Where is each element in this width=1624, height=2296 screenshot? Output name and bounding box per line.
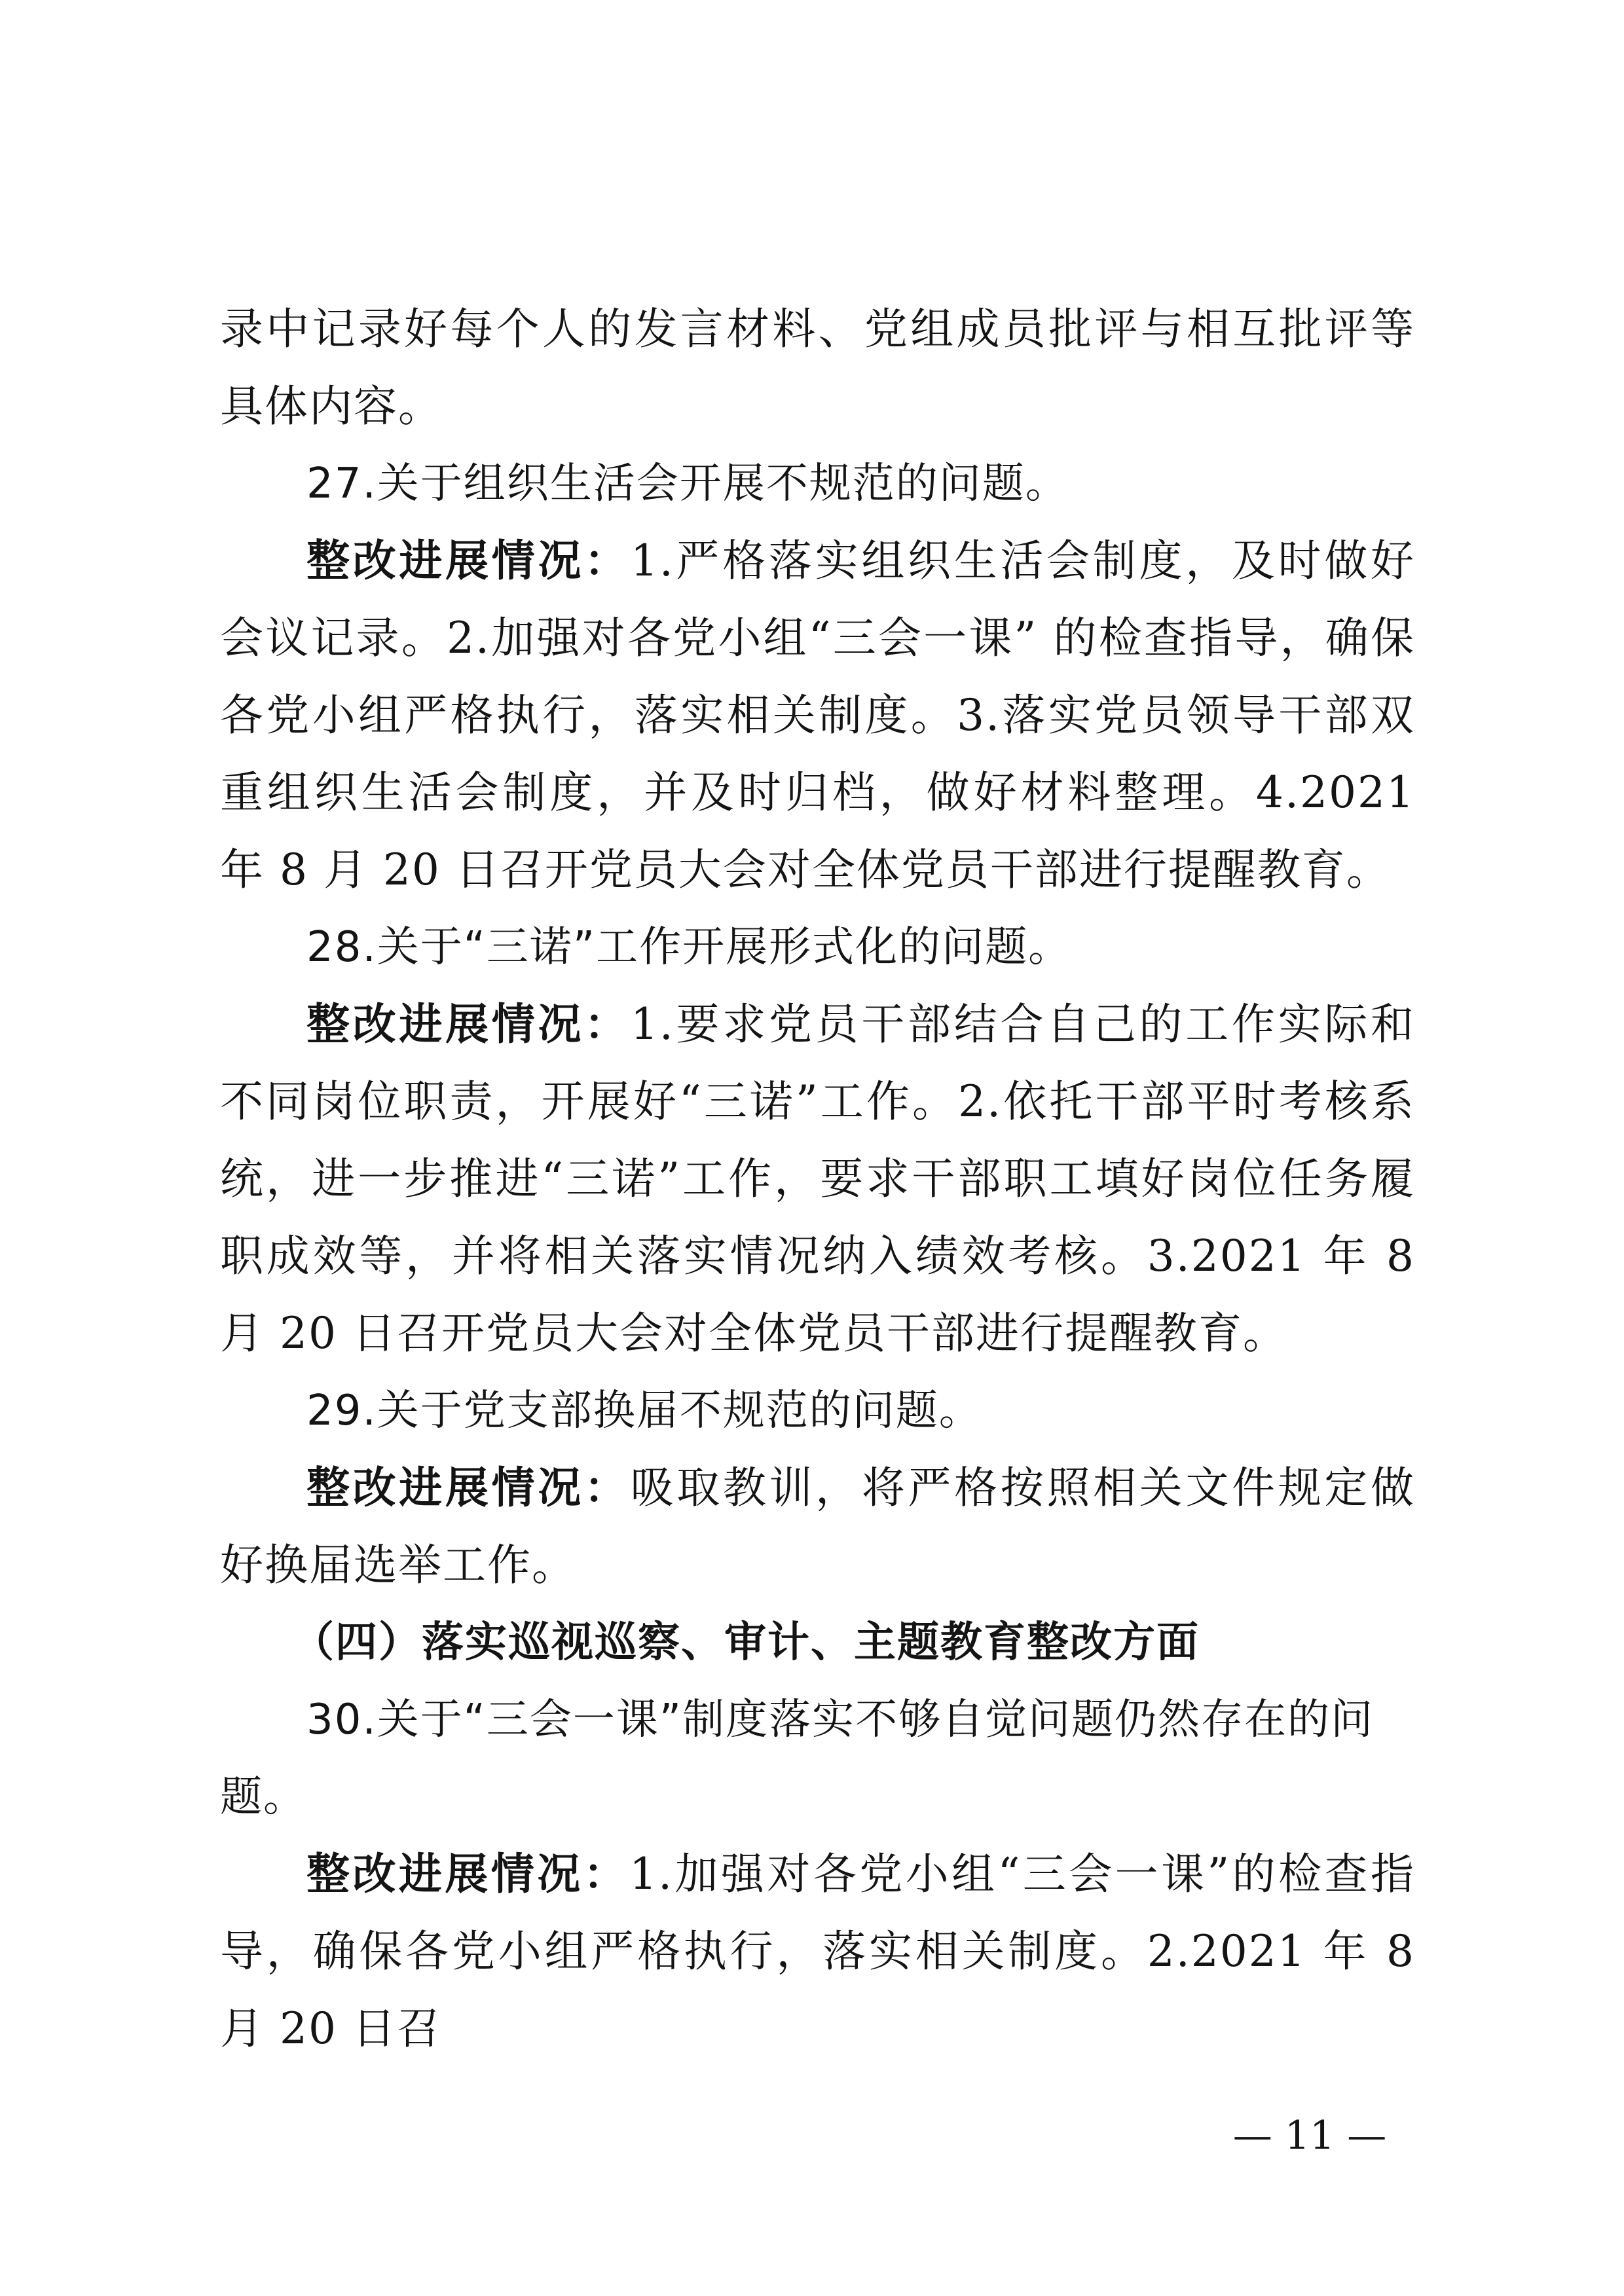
item-30-title: 30.关于“三会一课”制度落实不够自觉问题仍然存在的问题。: [220, 1696, 1375, 1821]
continuation-paragraph: 录中记录好每个人的发言材料、党组成员批评与相互批评等具体内容。: [220, 304, 1415, 431]
progress-label: 整改进展情况：: [306, 536, 631, 586]
item-28-progress: [220, 986, 1415, 1372]
item-27-title: 27.关于组织生活会开展不规范的问题。: [306, 460, 1069, 508]
item-29-title: 29.关于党支部换届不规范的问题。: [306, 1387, 982, 1435]
document-body: [220, 291, 1415, 2068]
progress-text: 1.要求党员干部结合自己的工作实际和不同岗位职责，开展好“三诺”工作。2.依托干部平时考核系统，进一步推进“三诺”工作，要求干部职工填好岗位任务履职成效等，并将相关落实情况纳入绩效考核。3.2021 年 8 月 20 日召开党员大会对全体党员干部进行提醒教育。: [220, 999, 1415, 1358]
progress-label: 整改进展情况：: [306, 999, 631, 1049]
item-29-progress: [220, 1449, 1415, 1604]
item-28-title: 28.关于“三诺”工作开展形式化的问题。: [306, 923, 1072, 972]
item-27-progress: [220, 522, 1415, 909]
progress-text: 1.严格落实组织生活会制度，及时做好会议记录。2.加强对各党小组“三会一课” 的检查指导，确保各党小组严格执行，落实相关制度。3.落实党员领导干部双重组织生活会制度，并及时归档，做好材料整理。4.2021 年 8 月 20 日召开党员大会对全体党员干部进行提醒教育。: [220, 536, 1415, 895]
section-heading-4: （四）落实巡视巡察、审计、主题教育整改方面: [292, 1618, 1200, 1667]
item-30-progress: [220, 1836, 1415, 2068]
page-number: — 11 —: [1232, 2113, 1387, 2159]
progress-text: 1.加强对各党小组“三会一课”的检查指导，确保各党小组严格执行，落实相关制度。2.2021 年 8 月 20 日召: [220, 1849, 1416, 2054]
progress-text: 吸取教训，将严格按照相关文件规定做好换届选举工作。: [220, 1463, 1416, 1590]
progress-label: 整改进展情况：: [306, 1463, 631, 1513]
progress-label: 整改进展情况：: [306, 1849, 630, 1899]
